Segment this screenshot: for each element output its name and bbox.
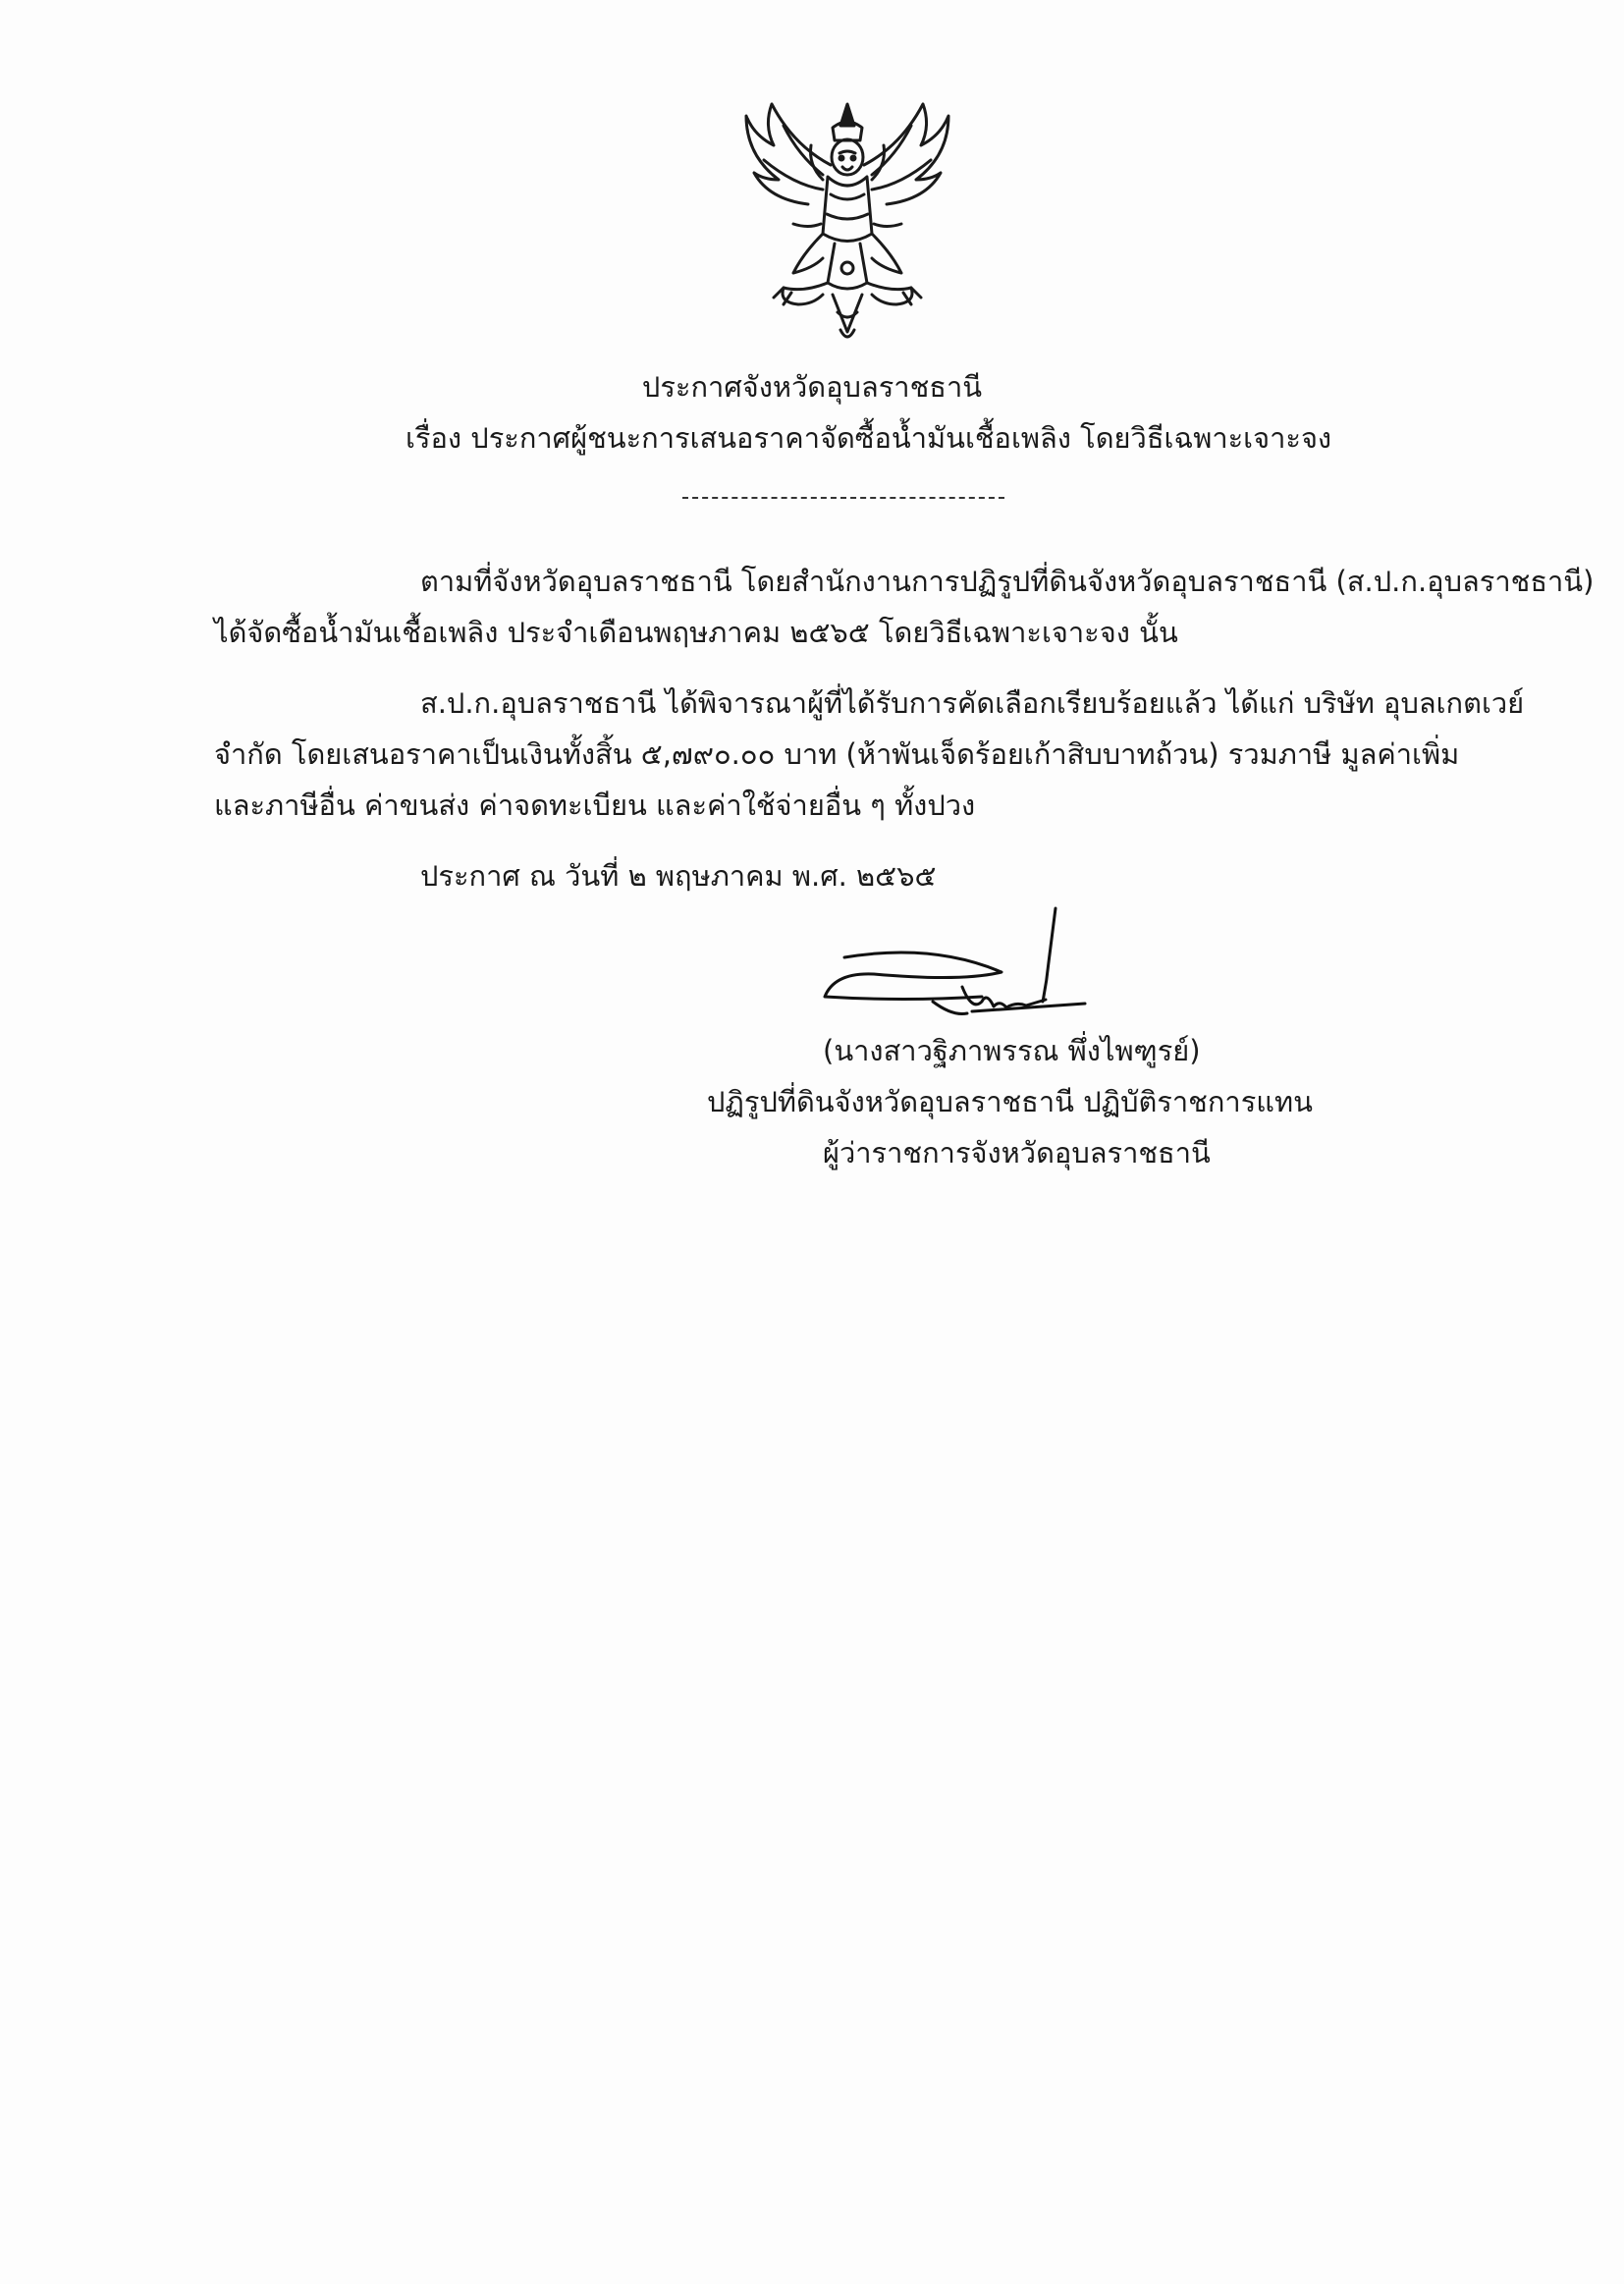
paragraph-2-line-2: จำกัด โดยเสนอราคาเป็นเงินทั้งสิ้น ๕,๗๙๐.๐๐ บาท (ห้าพันเจ็ดร้อยเก้าสิบบาทถ้วน) รวมภาษี มูลค่าเพิ่ม <box>214 737 1460 771</box>
paragraph-1-line-1: ตามที่จังหวัดอุบลราชธานี โดยสำนักงานการปฏิรูปที่ดินจังหวัดอุบลราชธานี (ส.ป.ก.อุบลราชธานี) <box>420 565 1595 598</box>
garuda-emblem-icon <box>725 86 970 361</box>
paragraph-2-line-3: และภาษีอื่น ค่าขนส่ง ค่าจดทะเบียน และค่าใช้จ่ายอื่น ๆ ทั้งปวง <box>214 789 976 822</box>
paragraph-2-line-1: ส.ป.ก.อุบลราชธานี ได้พิจารณาผู้ที่ได้รับการคัดเลือกเรียบร้อยแล้ว ได้แก่ บริษัท อุบลเกตเวย์ <box>420 686 1525 720</box>
handwritten-signature <box>815 903 1100 1031</box>
document-subject: เรื่อง ประกาศผู้ชนะการเสนอราคาจัดซื้อน้ำมันเชื้อเพลิง โดยวิธีเฉพาะเจาะจง <box>406 421 1332 455</box>
announcement-date: ประกาศ ณ วันที่ ๒ พฤษภาคม พ.ศ. ๒๕๖๕ <box>420 859 937 893</box>
signatory-position-line-1: ปฏิรูปที่ดินจังหวัดอุบลราชธานี ปฏิบัติราชการแทน <box>707 1085 1313 1118</box>
document-title: ประกาศจังหวัดอุบลราชธานี <box>641 370 983 404</box>
separator-line <box>682 497 1004 499</box>
signatory-name: (นางสาวฐิภาพรรณ พึ่งไพฑูรย์) <box>823 1034 1201 1067</box>
signatory-position-line-2: ผู้ว่าราชการจังหวัดอุบลราชธานี <box>823 1136 1211 1169</box>
paragraph-1-line-2: ได้จัดซื้อน้ำมันเชื้อเพลิง ประจำเดือนพฤษภาคม ๒๕๖๕ โดยวิธีเฉพาะเจาะจง นั้น <box>214 616 1178 649</box>
